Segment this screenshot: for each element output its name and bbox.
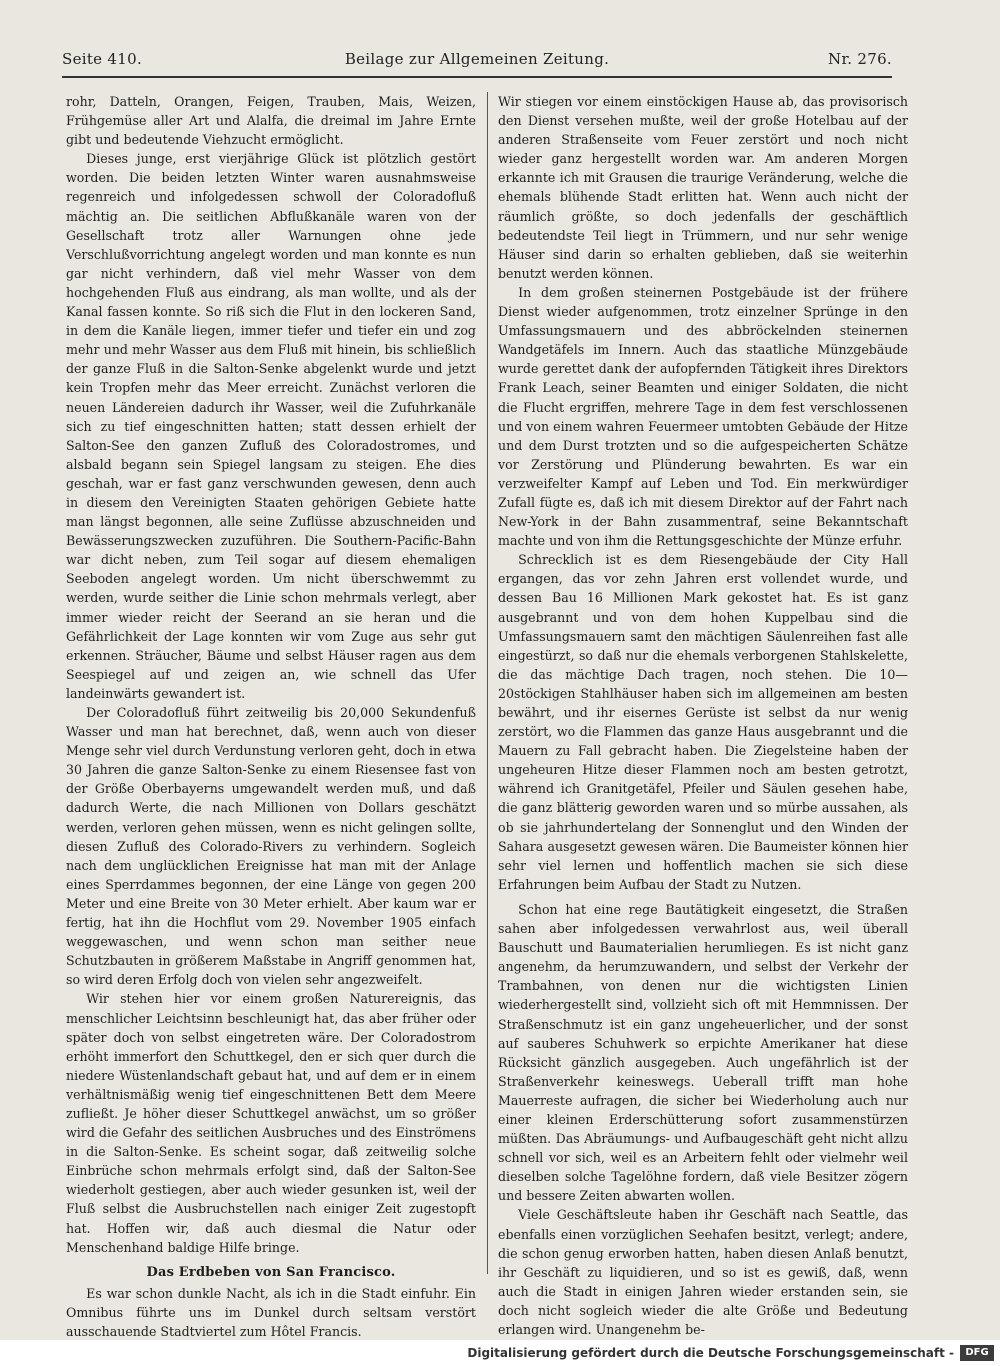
column-divider (487, 92, 488, 1274)
paragraph: rohr, Datteln, Orangen, Feigen, Trauben, Mais, Weizen, Frühgemüse aller Art und Alalfa, die dreimal im Jahre Ernte gibt und bedeutende Viehzucht ermöglicht. (66, 94, 476, 148)
page-number: Seite 410. (62, 50, 143, 68)
digitization-footer (0, 1340, 1000, 1366)
right-column (498, 92, 908, 1337)
paragraph: Wir stehen hier vor einem großen Naturereignis, das menschlicher Leichtsinn beschleunigt hat, das aber früher oder später doch von selbst eingetreten wäre. Der Coloradostrom erhöht immerfort den Schuttkegel, den er sich quer durch die niedere Wüstenlandschaft gebaut hat, und auf dem er in einem verhältnismäßig wenig tief eingeschnittenen Bett dem Meere zufließt. Je höher dieser Schuttkegel anwächst, um so größer wird die Gefahr des seitlichen Ausbruches und des Einströmens in die Salton-Senke. Es scheint sogar, daß zeitweilig solche Einbrüche schon mehrmals erfolgt sind, daß der Salton-See wiederholt gestiegen, aber auch wieder gesunken ist, weil der Fluß selbst die Ausbruchstellen nach einiger Zeit zugestopft hat. Hoffen wir, daß auch diesmal die Natur oder Menschenhand baldige Hilfe bringe. (66, 991, 476, 1255)
paragraph: Wir stiegen vor einem einstöckigen Hause ab, das provisorisch den Dienst versehen mußte, weil der große Hotelbau auf der anderen Straßenseite vom Feuer zerstört und noch nicht wieder ganz hergestellt worden war. Am anderen Morgen erkannte ich mit Grausen die traurige Veränderung, welche die ehemals blühende Stadt erlitten hat. Wenn auch nicht der räumlich größte, so doch jedenfalls der geschäftlich bedeutendste Teil liegt in Trümmern, und nur sehr wenige Häuser sind darin so erhalten geblieben, daß sie weiterhin benutzt werden können. (498, 94, 908, 281)
paragraph: Schrecklich ist es dem Riesengebäude der City Hall ergangen, das vor zehn Jahren erst vollendet wurde, und dessen Bau 16 Millionen Mark gekostet hat. Es ist ganz ausgebrannt und von dem hohen Kuppelbau sind die Umfassungsmauern samt den mächtigen Säulenreihen fast alle eingestürzt, so daß nur die ehemals verborgenen Stahlskelette, die das mächtige Dach tragen, noch stehen. Die 10—20stöckigen Stahlhäuser haben sich im allgemeinen am besten bewährt, und ihr eisernes Gerüste ist selbst da nur wenig zerstört, wo die Flammen das ganze Haus ausgebrannt und die Mauern zu Fall gebracht haben. Die Ziegelsteine haben der ungeheuren Hitze dieser Flammen noch am besten getrotzt, während ich Granitgetäfel, Pfeiler und Säulen gesehen habe, die ganz blätterig geworden waren und so mürbe aussahen, als ob sie jahrhundertelang der Sonnenglut und den Winden der Sahara ausgesetzt gewesen wären. Die Baumeister können hier sehr viel lernen und hoffentlich machen sie sich diese Erfahrungen beim Aufbau der Stadt zu Nutzen. (498, 552, 908, 892)
funding-credit: Digitalisierung gefördert durch die Deutsche Forschungsgemeinschaft - (467, 1346, 954, 1360)
paragraph: Der Coloradofluß führt zeitweilig bis 20,000 Sekundenfuß Wasser und man hat berechnet, daß, wenn auch von dieser Menge sehr viel durch Verdunstung verloren geht, doch in etwa 30 Jahren die ganze Salton-Senke zu einem Riesensee fast von der Größe Oberbayerns umgewandelt werden muß, und daß dadurch Werte, die nach Millionen von Dollars geschätzt werden, verloren gehen müssen, wenn es nicht gelingen sollte, diesen Zufluß des Colorado-Rivers zu verhindern. Sogleich nach dem unglücklichen Ereignisse hat man mit der Anlage eines Sperrdammes begonnen, der eine Länge von gegen 200 Meter und eine Breite von 30 Meter erhielt. Aber kaum war er fertig, hat ihn die Hochflut vom 29. November 1905 einfach weggewaschen, und wenn schon man seither neue Schutzbauten in größerem Maßstabe in Angriff genommen hat, so wird deren Erfolg doch von vielen sehr angezweifelt. (66, 705, 476, 988)
page-header (62, 50, 892, 74)
paragraph: In dem großen steinernen Postgebäude ist der frühere Dienst wieder aufgenommen, trotz einzelner Sprünge in den Umfassungsmauern und des abbröckelnden steinernen Wandgetäfels im Innern. Auch das staatliche Münzgebäude wurde gerettet dank der aufopfernden Tätigkeit ihres Direktors Frank Leach, seiner Beamten und einiger Soldaten, die nicht die Flucht ergriffen, mehrere Tage in dem fest verschlossenen und von einem wahren Feuermeer umtobten Gebäude der Hitze und dem Durst trotzten und so die aufgespeicherten Schätze vor Zerstörung und Plünderung bewahrten. Es war ein verzweifelter Kampf auf Leben und Tod. Ein merkwürdiger Zufall fügte es, daß ich mit diesem Direktor auf der Fahrt nach New-York in der Bahn zusammentraf, seine Bekanntschaft machte und von ihm die Rettungsgeschichte der Münze erfuhr. (498, 284, 908, 549)
dfg-logo: DFG (960, 1345, 994, 1361)
publication-title: Beilage zur Allgemeinen Zeitung. (344, 50, 610, 68)
paragraph: Schon hat eine rege Bautätigkeit eingesetzt, die Straßen sahen aber infolgedessen verwahrlost aus, weil überall Bauschutt und Baumaterialien herumliegen. Es ist nicht ganz angenehm, da herumzuwandern, und selbst der Verkehr der Trambahnen, von denen nur die wichtigsten Linien wiederhergestellt sind, vollzieht sich oft mit Hemmnissen. Der Straßenschmutz ist ein ganz ungeheuerlicher, und der sonst auf sauberes Schuhwerk so erpichte Amerikaner hat diese Rücksicht gänzlich ausgegeben. Auch ungefährlich ist der Straßenverkehr keineswegs. Ueberall trifft man hohe Mauerreste aufragen, die sicher bei Wiederholung auch nur einer kleinen Erderschütterung sofort zusammenstürzen müßten. Das Abräumungs- und Aufbaugeschäft geht nicht allzu schnell vor sich, weil es an Arbeitern fehlt oder vielmehr weil dieselben solche Tagelöhne fordern, daß viele Besitzer zögern und bessere Zeiten abwarten wollen. (498, 901, 908, 1204)
header-rule (62, 76, 892, 78)
issue-number: Nr. 276. (828, 50, 892, 68)
paragraph: Dieses junge, erst vierjährige Glück ist plötzlich gestört worden. Die beiden letzten Winter waren ausnahmsweise regenreich und infolgedessen schwoll der Coloradofluß mächtig an. Die seitlichen Abflußkanäle waren von der Gesellschaft trotz aller Warnungen ohne jede Verschlußvorrichtung angelegt worden und man konnte es nun gar nicht verhindern, daß viel mehr Wasser von dem hochgehenden Fluß aus eindrang, als man wollte, und als der Kanal fassen konnte. So riß sich die Flut in den lockeren Sand, in dem die Kanäle liegen, immer tiefer und tiefer ein und zog mehr und mehr Wasser aus dem Fluß mit hinein, bis schließlich der ganze Fluß in die Salton-Senke abgelenkt wurde und jetzt kein Tropfen mehr das Meer erreicht. Zunächst verloren die neuen Ländereien dadurch ihr Wasser, weil die Zufuhrkanäle sich zu tief eingeschnitten hatten; statt dessen erhielt der Salton-See den ganzen Zufluß des Coloradostromes, und alsbald begann sein Spiegel langsam zu steigen. Ehe dies geschah, war er fast ganz verschwunden gewesen, denn auch in diesem den Vereinigten Staaten gehörigen Gebiete hatte man längst begonnen, alle seine Zuflüsse abzuschneiden und Bewässerungszwecken zuzuführen. Die Southern-Pacific-Bahn war dicht neben, zum Teil sogar auf diesem ehemaligen Seeboden angelegt worden. Um nicht überschwemmt zu werden, wurde seither die Linie schon mehrmals verlegt, aber immer wieder reicht der Seerand an sie heran und die Gefährlichkeit der Lage konnten wir vom Zuge aus sehr gut erkennen. Sträucher, Bäume und selbst Häuser ragen aus dem Seespiegel auf und zeigen an, wie schnell das Ufer landeinwärts gewandert ist. (66, 151, 476, 701)
paragraph: Viele Geschäftsleute haben ihr Geschäft nach Seattle, das ebenfalls einen vorzüglichen Seehafen besitzt, verlegt; andere, die schon genug erworben hatten, haben diesen Anlaß benutzt, ihr Geschäft zu liquidieren, und so ist es gewiß, daß, wenn auch die Stadt in einigen Jahren wieder erstanden sein, sie doch nicht sogleich wieder die alte Größe und Bedeutung erlangen wird. Unangenehm be- (498, 1207, 908, 1337)
left-column (66, 92, 476, 1339)
section-heading: Das Erdbeben von San Francisco. (146, 1264, 396, 1280)
paragraph: Es war schon dunkle Nacht, als ich in die Stadt einfuhr. Ein Omnibus führte uns im Dunkel durch seltsam verstört ausschauende Stadtviertel zum Hôtel Francis. (66, 1285, 476, 1339)
